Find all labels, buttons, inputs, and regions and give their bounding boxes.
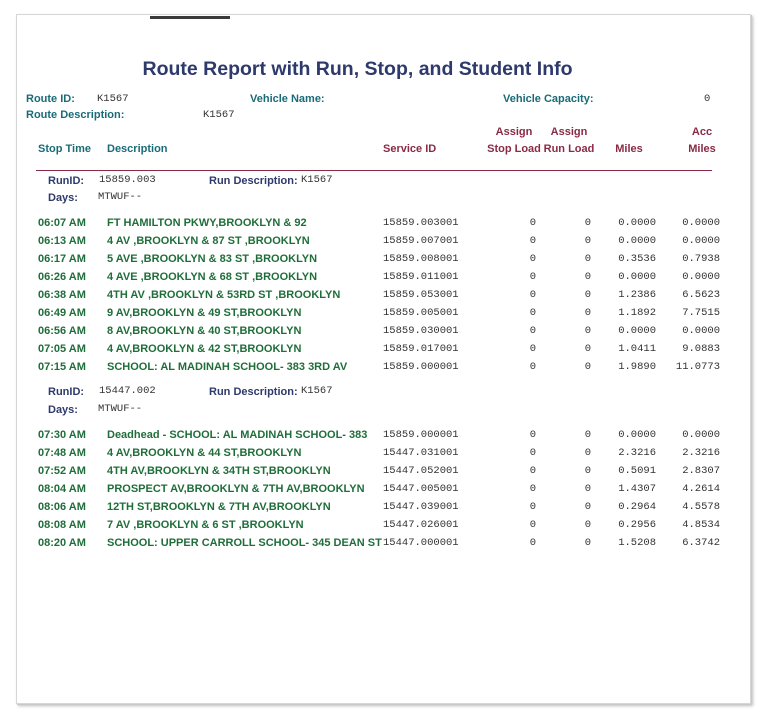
run-load-cell: 0 [584,235,591,247]
stop-load-cell: 0 [529,217,536,229]
stop-load-cell: 0 [529,361,536,373]
vehicle-capacity-label: Vehicle Capacity: [503,93,594,105]
run2-days-label: Days: [48,404,78,416]
stop-description-cell: 12TH ST,BROOKLYN & 7TH AV,BROOKLYN [107,501,331,513]
stop-time-cell: 07:48 AM [38,447,86,459]
col-assign-run-load [539,124,599,158]
run2-id-label: RunID: [48,386,85,398]
stop-description-cell: SCHOOL: UPPER CARROLL SCHOOL- 345 DEAN ST [107,537,382,549]
stop-load-cell: 0 [529,271,536,283]
stop-description-cell: PROSPECT AV,BROOKLYN & 7TH AV,BROOKLYN [107,483,365,495]
stop-time-cell: 08:08 AM [38,519,86,531]
service-id-cell: 15859.000001 [383,361,459,373]
run-load-cell: 0 [584,537,591,549]
run-load-cell: 0 [584,307,591,319]
stop-load-cell: 0 [529,289,536,301]
miles-cell: 0.0000 [618,429,656,441]
miles-cell: 1.1892 [618,307,656,319]
service-id-cell: 15447.031001 [383,447,459,459]
table-row [0,235,767,253]
acc-miles-cell: 2.3216 [682,447,720,459]
miles-cell: 0.0000 [618,271,656,283]
run-load-cell: 0 [584,447,591,459]
acc-miles-cell: 4.8534 [682,519,720,531]
acc-miles-cell: 7.7515 [682,307,720,319]
run-load-cell: 0 [584,361,591,373]
run2-desc-label: Run Description: [209,386,298,398]
table-row [0,519,767,537]
service-id-cell: 15447.005001 [383,483,459,495]
table-row [0,253,767,271]
acc-miles-cell: 9.0883 [682,343,720,355]
service-id-cell: 15859.007001 [383,235,459,247]
service-id-cell: 15447.039001 [383,501,459,513]
stop-load-cell: 0 [529,537,536,549]
col-acc-line1: Acc [691,126,713,138]
run1-desc-label: Run Description: [209,175,298,187]
service-id-cell: 15859.011001 [383,271,459,283]
run1-id-label: RunID: [48,175,85,187]
table-row [0,343,767,361]
route-description-label: Route Description: [26,109,125,121]
acc-miles-cell: 4.5578 [682,501,720,513]
stop-time-cell: 06:17 AM [38,253,86,265]
col-description: Description [107,143,168,155]
col-assign-stop-load [484,124,544,158]
miles-cell: 0.3536 [618,253,656,265]
stop-description-cell: 4 AV,BROOKLYN & 42 ST,BROOKLYN [107,343,302,355]
col-stop-time: Stop Time [38,143,91,155]
stop-time-cell: 06:13 AM [38,235,86,247]
stop-time-cell: 07:05 AM [38,343,86,355]
vehicle-name-label: Vehicle Name: [250,93,325,105]
run-load-cell: 0 [584,289,591,301]
service-id-cell: 15447.000001 [383,537,459,549]
miles-cell: 0.2964 [618,501,656,513]
header-divider [36,170,712,171]
tab-indicator [150,16,230,19]
run-load-cell: 0 [584,253,591,265]
table-row [0,325,767,343]
stop-description-cell: 8 AV,BROOKLYN & 40 ST,BROOKLYN [107,325,302,337]
run-load-cell: 0 [584,429,591,441]
stop-time-cell: 06:26 AM [38,271,86,283]
miles-cell: 1.2386 [618,289,656,301]
run-load-cell: 0 [584,217,591,229]
acc-miles-cell: 0.0000 [682,271,720,283]
route-id-label: Route ID: [26,93,75,105]
table-row [0,501,767,519]
run2-id-value: 15447.002 [99,385,156,397]
run-load-cell: 0 [584,519,591,531]
run1-days-label: Days: [48,192,78,204]
stop-time-cell: 08:06 AM [38,501,86,513]
stop-load-cell: 0 [529,343,536,355]
acc-miles-cell: 11.0773 [675,361,720,373]
route-description-value: K1567 [203,109,235,121]
service-id-cell: 15859.000001 [383,429,459,441]
run1-id-value: 15859.003 [99,174,156,186]
run1-days-value: MTWUF-- [98,191,143,203]
stop-load-cell: 0 [529,465,536,477]
col-assign-stop-line1: Assign [495,126,533,138]
stop-description-cell: 9 AV,BROOKLYN & 49 ST,BROOKLYN [107,307,302,319]
service-id-cell: 15859.005001 [383,307,459,319]
acc-miles-cell: 0.7938 [682,253,720,265]
stop-description-cell: SCHOOL: AL MADINAH SCHOOL- 383 3RD AV [107,361,348,373]
acc-miles-cell: 0.0000 [682,429,720,441]
col-acc-line2: Miles [688,143,716,155]
stop-description-cell: 7 AV ,BROOKLYN & 6 ST ,BROOKLYN [107,519,304,531]
acc-miles-cell: 6.3742 [682,537,720,549]
table-row [0,271,767,289]
stop-load-cell: 0 [529,501,536,513]
stop-time-cell: 08:04 AM [38,483,86,495]
acc-miles-cell: 0.0000 [682,325,720,337]
stop-description-cell: 4 AV,BROOKLYN & 44 ST,BROOKLYN [107,447,302,459]
table-row [0,483,767,501]
service-id-cell: 15447.026001 [383,519,459,531]
stop-description-cell: 4 AVE ,BROOKLYN & 68 ST ,BROOKLYN [107,271,318,283]
miles-cell: 1.0411 [618,343,656,355]
stop-time-cell: 06:49 AM [38,307,86,319]
acc-miles-cell: 6.5623 [682,289,720,301]
acc-miles-cell: 4.2614 [682,483,720,495]
table-row [0,307,767,325]
stop-load-cell: 0 [529,483,536,495]
acc-miles-cell: 0.0000 [682,217,720,229]
run-load-cell: 0 [584,325,591,337]
run-load-cell: 0 [584,465,591,477]
stop-time-cell: 06:07 AM [38,217,86,229]
service-id-cell: 15859.003001 [383,217,459,229]
table-row [0,429,767,447]
stop-description-cell: Deadhead - SCHOOL: AL MADINAH SCHOOL- 383 [107,429,368,441]
stop-load-cell: 0 [529,447,536,459]
miles-cell: 0.0000 [618,325,656,337]
stop-time-cell: 07:52 AM [38,465,86,477]
stop-time-cell: 06:56 AM [38,325,86,337]
stop-description-cell: FT HAMILTON PKWY,BROOKLYN & 92 [107,217,307,229]
run-load-cell: 0 [584,483,591,495]
miles-cell: 0.0000 [618,235,656,247]
stop-time-cell: 07:15 AM [38,361,86,373]
stop-description-cell: 5 AVE ,BROOKLYN & 83 ST ,BROOKLYN [107,253,318,265]
stop-load-cell: 0 [529,235,536,247]
service-id-cell: 15447.052001 [383,465,459,477]
stop-load-cell: 0 [529,429,536,441]
service-id-cell: 15859.008001 [383,253,459,265]
col-acc-miles [677,124,727,158]
stop-description-cell: 4TH AV ,BROOKLYN & 53RD ST ,BROOKLYN [107,289,341,301]
stop-load-cell: 0 [529,325,536,337]
stop-load-cell: 0 [529,253,536,265]
miles-cell: 0.0000 [618,217,656,229]
run-load-cell: 0 [584,343,591,355]
stop-load-cell: 0 [529,519,536,531]
acc-miles-cell: 0.0000 [682,235,720,247]
service-id-cell: 15859.030001 [383,325,459,337]
stop-time-cell: 08:20 AM [38,537,86,549]
acc-miles-cell: 2.8307 [682,465,720,477]
miles-cell: 1.5208 [618,537,656,549]
col-assign-run-line1: Assign [550,126,588,138]
table-row [0,289,767,307]
miles-cell: 0.5091 [618,465,656,477]
stop-description-cell: 4TH AV,BROOKLYN & 34TH ST,BROOKLYN [107,465,331,477]
stop-time-cell: 07:30 AM [38,429,86,441]
col-service-id: Service ID [383,143,437,155]
run-load-cell: 0 [584,271,591,283]
vehicle-capacity-value: 0 [704,93,711,105]
service-id-cell: 15859.017001 [383,343,459,355]
miles-cell: 1.4307 [618,483,656,495]
stop-load-cell: 0 [529,307,536,319]
service-id-cell: 15859.053001 [383,289,459,301]
run2-desc-value: K1567 [301,385,333,397]
run1-desc-value: K1567 [301,174,333,186]
miles-cell: 0.2956 [618,519,656,531]
run2-days-value: MTWUF-- [98,403,143,415]
stop-description-cell: 4 AV ,BROOKLYN & 87 ST ,BROOKLYN [107,235,310,247]
route-id-value: K1567 [97,93,129,105]
table-row [0,447,767,465]
stop-time-cell: 06:38 AM [38,289,86,301]
col-assign-stop-line2: Stop Load [487,143,541,155]
run-load-cell: 0 [584,501,591,513]
miles-cell: 2.3216 [618,447,656,459]
table-row [0,465,767,483]
col-assign-run-line2: Run Load [543,143,595,155]
miles-cell: 1.9890 [618,361,656,373]
table-row [0,217,767,235]
table-row [0,361,767,379]
table-row [0,537,767,555]
report-title: Route Report with Run, Stop, and Student Info [142,58,573,80]
col-miles: Miles [615,143,643,155]
